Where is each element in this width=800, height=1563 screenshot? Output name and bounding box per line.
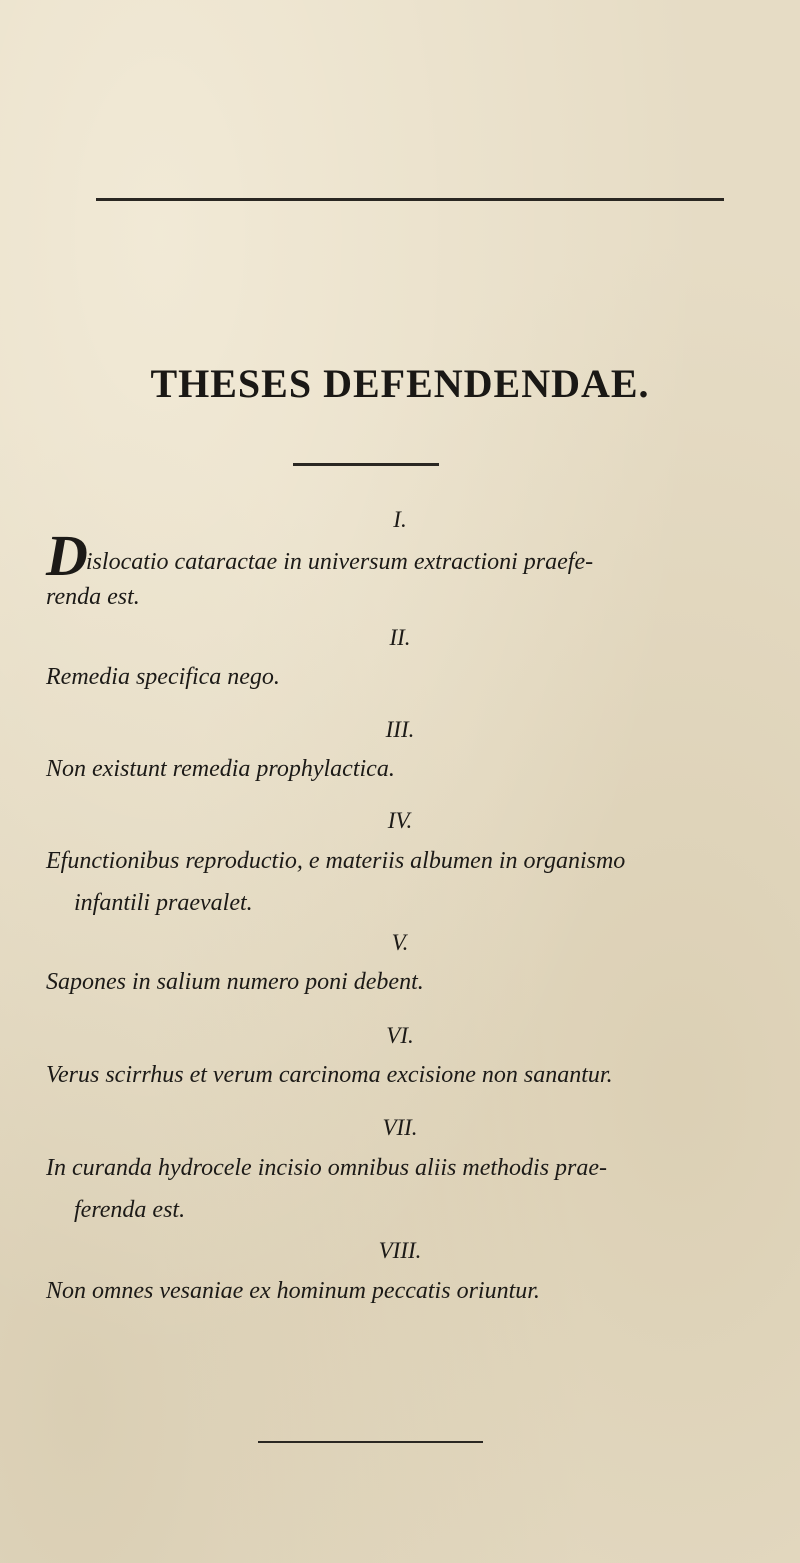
thesis-5-line-1: Sapones in salium numero poni debent. [46,969,424,995]
closing-rule [258,1441,483,1443]
thesis-2-line-1: Remedia specifica nego. [46,664,280,690]
title-underline [293,463,439,466]
thesis-7-line-1: In curanda hydrocele incisio omnibus aliis methodis prae- [46,1155,608,1181]
thesis-numeral-8: VIII. [378,1238,422,1263]
thesis-numeral-6: VI. [386,1023,414,1048]
thesis-numeral-2: II. [389,625,411,650]
thesis-4-line-1: Efunctionibus reproductio, e materiis albumen in organismo [46,848,626,874]
thesis-numeral-4: IV. [387,808,413,833]
thesis-6-line-1: Verus scirrhus et verum carcinoma excisione non sanantur. [46,1062,613,1088]
thesis-numeral-7: VII. [382,1115,418,1140]
thesis-3-line-1: Non existunt remedia prophylactica. [46,756,395,782]
page-title: THESES DEFENDENDAE. [150,361,650,406]
thesis-1-line-2: renda est. [46,584,140,610]
thesis-7-line-2: ferenda est. [74,1197,186,1223]
thesis-numeral-1: I. [393,507,407,532]
thesis-numeral-3: III. [385,717,415,742]
top-rule [96,198,724,201]
thesis-1-line-1 [46,523,594,588]
thesis-1-dropcap: D [46,523,88,588]
thesis-numeral-5: V. [391,930,409,955]
thesis-4-line-2: infantili praevalet. [74,890,253,916]
thesis-1-line-1-text: islocatio cataractae in universum extractioni praefe- [85,549,594,575]
thesis-8-line-1: Non omnes vesaniae ex hominum peccatis oriuntur. [46,1278,540,1304]
